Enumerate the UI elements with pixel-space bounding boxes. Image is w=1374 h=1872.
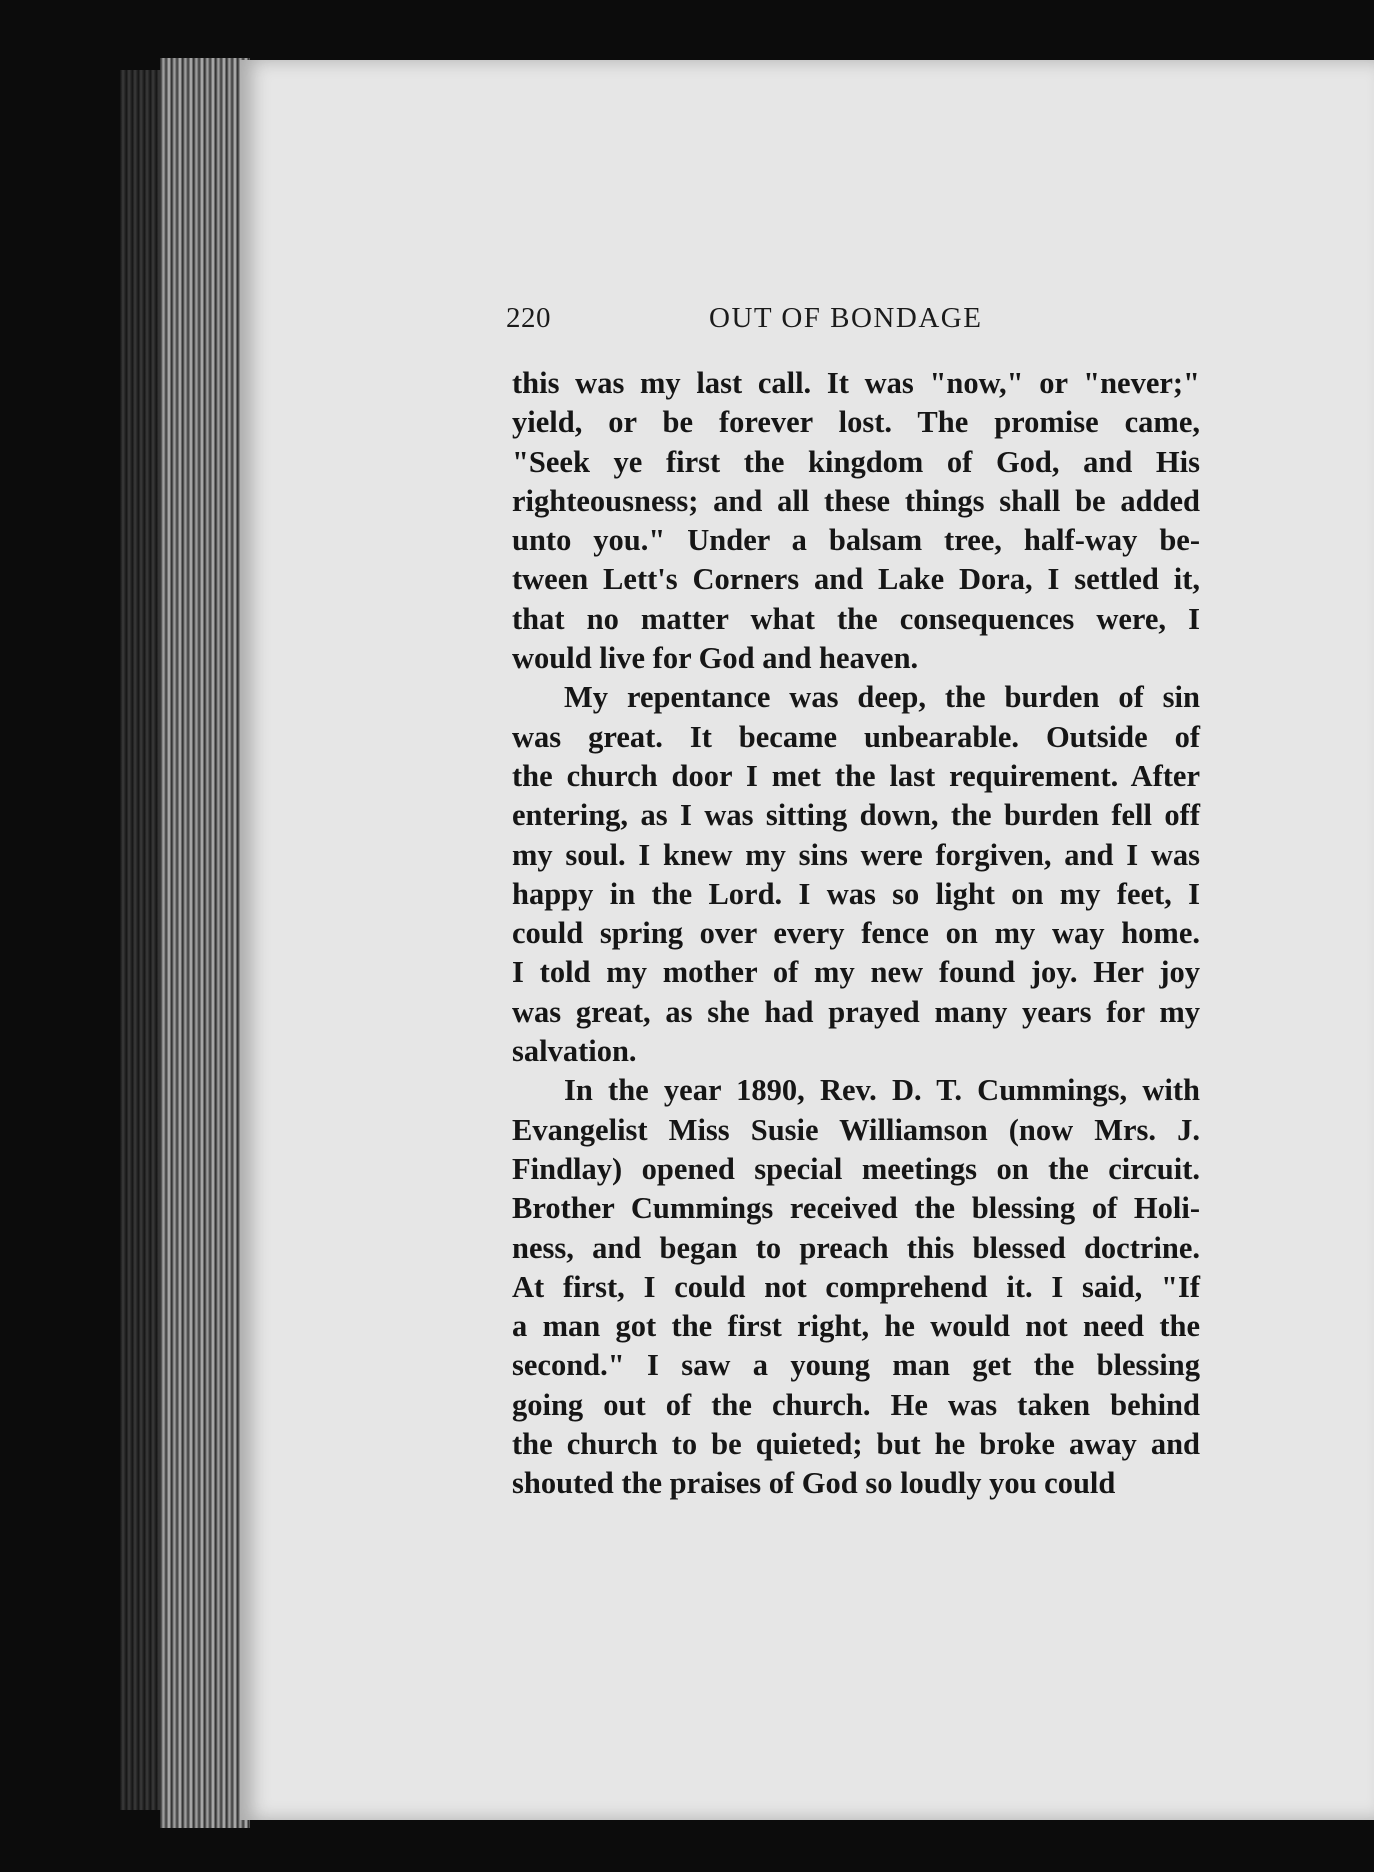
text-line: going out of the church. He was taken behind — [512, 1387, 1200, 1422]
text-line: Brother Cummings received the blessing of Holi- — [512, 1191, 1200, 1226]
text-line: tween Lett's Corners and Lake Dora, I settled it, — [512, 562, 1200, 597]
text-line: entering, as I was sitting down, the burden fell off — [512, 798, 1200, 833]
paragraph — [512, 364, 1200, 678]
running-head — [506, 302, 1036, 342]
text-line: a man got the first right, he would not need the — [512, 1309, 1200, 1344]
text-line: would live for God and heaven. — [512, 641, 919, 676]
text-line: was great. It became unbearable. Outside of — [512, 719, 1200, 754]
page-number: 220 — [506, 302, 551, 334]
paragraph — [512, 678, 1200, 1071]
book-spine-shadow — [120, 70, 165, 1810]
text-line: that no matter what the consequences were, I — [512, 601, 1200, 636]
running-title: OUT OF BONDAGE — [709, 302, 983, 334]
text-line: the church to be quieted; but he broke away and — [512, 1427, 1200, 1462]
text-line: could spring over every fence on my way home. — [512, 916, 1200, 951]
text-line: yield, or be forever lost. The promise came, — [512, 405, 1200, 440]
text-line: was great, as she had prayed many years for my — [512, 994, 1200, 1029]
text-line: happy in the Lord. I was so light on my feet, I — [512, 876, 1200, 911]
text-line: this was my last call. It was "now," or "never;" — [512, 366, 1200, 400]
text-line: my soul. I knew my sins were forgiven, and I was — [512, 837, 1200, 872]
text-line: salvation. — [512, 1034, 637, 1069]
text-line: At first, I could not comprehend it. I said, "If — [512, 1269, 1200, 1304]
text-line: ness, and began to preach this blessed doctrine. — [512, 1230, 1200, 1265]
text-line: second." I saw a young man get the blessing — [512, 1348, 1200, 1383]
text-line: My repentance was deep, the burden of sin — [564, 680, 1200, 715]
text-line: unto you." Under a balsam tree, half-way be- — [512, 523, 1200, 558]
text-line: Evangelist Miss Susie Williamson (now Mrs. J. — [512, 1112, 1200, 1147]
body-text — [512, 364, 1200, 1504]
text-line: the church door I met the last requirement. After — [512, 758, 1200, 793]
paragraph — [512, 1071, 1200, 1503]
text-line: In the year 1890, Rev. D. T. Cummings, with — [564, 1073, 1200, 1108]
text-line: "Seek ye first the kingdom of God, and His — [512, 444, 1200, 479]
book-page-edges — [160, 58, 250, 1828]
text-line: I told my mother of my new found joy. Her joy — [512, 955, 1200, 990]
text-line: shouted the praises of God so loudly you could — [512, 1466, 1116, 1501]
text-line: Findlay) opened special meetings on the circuit. — [512, 1151, 1200, 1186]
text-line: righteousness; and all these things shall be added — [512, 483, 1200, 518]
